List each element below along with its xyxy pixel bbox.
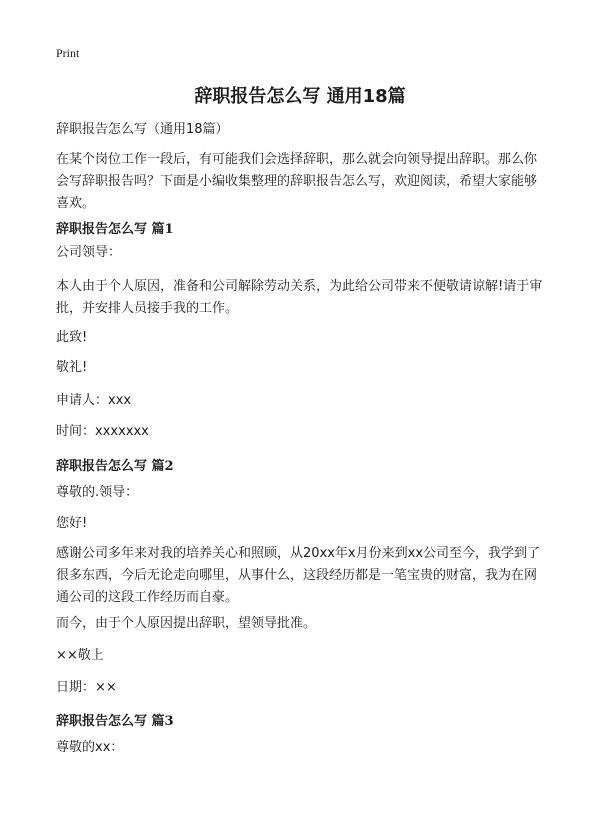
greeting-line: 您好!: [56, 516, 88, 531]
document-subtitle: 辞职报告怎么写（通用18篇）: [56, 122, 229, 137]
salutation-2: 尊敬的.领导：: [56, 485, 139, 500]
section-heading-2: 辞职报告怎么写 篇2: [56, 459, 174, 474]
body-paragraph-1: 本人由于个人原因，准备和公司解除劳动关系，为此给公司带来不便敬请谅解!请于审批，并安排人员接手我的工作。: [56, 279, 543, 316]
body-paragraph-2: 感谢公司多年来对我的培养关心和照顾，从20xx年x月份来到xx公司至今，我学到了很多东西，今后无论走向哪里，从事什么，这段经历都是一笔宝贵的财富，我为在网通公司的这段工作经历而自豪。: [56, 546, 541, 605]
print-link[interactable]: Print: [56, 46, 80, 60]
intro-paragraph: 在某个岗位工作一段后，有可能我们会选择辞职，那么就会向领导提出辞职。那么你会写辞职报告吗？下面是小编收集整理的辞职报告怎么写，欢迎阅读，希望大家能够喜欢。: [56, 152, 538, 211]
salutation-3: 尊敬的xx：: [56, 740, 124, 755]
body-paragraph-2b: 而今，由于个人原因提出辞职，望领导批准。: [56, 616, 317, 631]
section-heading-3: 辞职报告怎么写 篇3: [56, 714, 174, 729]
time-line: 时间：xxxxxxx: [56, 424, 149, 439]
section-heading-1: 辞职报告怎么写 篇1: [56, 222, 174, 237]
document-title: 辞职报告怎么写 通用18篇: [194, 86, 406, 107]
closing-line-2: 敬礼!: [56, 360, 88, 375]
date-line: 日期：××: [56, 680, 117, 695]
signoff-line: ××敬上: [56, 648, 104, 663]
closing-line-1: 此致!: [56, 330, 88, 345]
applicant-line: 申请人：xxx: [56, 393, 132, 408]
salutation-1: 公司领导：: [56, 245, 122, 260]
